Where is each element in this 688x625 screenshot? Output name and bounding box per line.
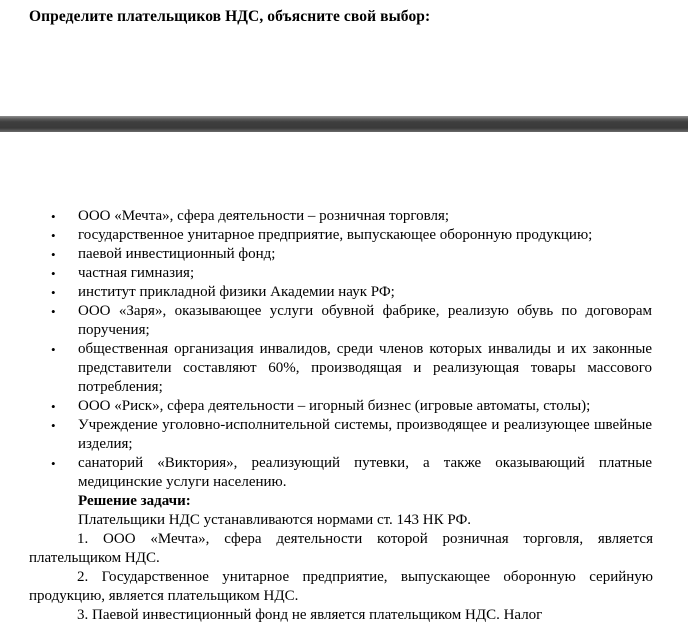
bullet-list [0, 207, 688, 492]
page-heading: Определите плательщиков НДС, объясните свой выбор: [29, 8, 431, 25]
bullet-icon: • [51, 228, 56, 243]
bullet-icon: • [51, 456, 56, 471]
list-item-text: санаторий «Виктория», реализующий путевки, а также оказывающий платные медицинские услуги населению. [78, 455, 652, 490]
bullet-icon: • [51, 418, 56, 433]
document-body [0, 207, 688, 625]
list-item-text: общественная организация инвалидов, среди членов которых инвалиды и их законные представители составляют 60%, производящая и реализующая товары массового потребления; [78, 341, 652, 395]
bullet-icon: • [51, 304, 56, 319]
page-break-divider [0, 116, 688, 132]
solution-paragraph: 2. Государственное унитарное предприятие, выпускающее оборонную серийную продукцию, является плательщиком НДС. [29, 569, 653, 604]
bullet-icon: • [51, 209, 56, 224]
list-item [0, 397, 652, 416]
list-item [0, 454, 652, 492]
solution-intro: Плательщики НДС устанавливаются нормами ст. 143 НК РФ. [78, 512, 472, 528]
bullet-icon: • [51, 247, 56, 262]
list-item-text: Учреждение уголовно-исполнительной системы, производящее и реализующее швейные изделия; [78, 417, 652, 452]
list-item [0, 207, 652, 226]
list-item-text: ООО «Риск», сфера деятельности – игорный бизнес (игровые автоматы, столы); [78, 398, 591, 414]
list-item [0, 283, 652, 302]
list-item [0, 340, 652, 397]
solution-paragraph: 3. Паевой инвестиционный фонд не является плательщиком НДС. Налог [77, 607, 543, 623]
list-item-text: паевой инвестиционный фонд; [78, 246, 276, 262]
list-item [0, 302, 652, 340]
list-item [0, 226, 652, 245]
list-item-text: ООО «Мечта», сфера деятельности – розничная торговля; [78, 208, 450, 224]
bullet-icon: • [51, 342, 56, 357]
bullet-icon: • [51, 399, 56, 414]
list-item [0, 245, 652, 264]
bullet-icon: • [51, 266, 56, 281]
list-item [0, 264, 652, 283]
list-item-text: частная гимназия; [78, 265, 195, 281]
solution-paragraph: 1. ООО «Мечта», сфера деятельности которой розничная торговля, является плательщиком НДС. [29, 531, 653, 566]
list-item-text: институт прикладной физики Академии наук РФ; [78, 284, 395, 300]
bullet-icon: • [51, 285, 56, 300]
list-item-text: государственное унитарное предприятие, выпускающее оборонную продукцию; [78, 227, 593, 243]
list-item-text: ООО «Заря», оказывающее услуги обувной фабрике, реализую обувь по договорам поручения; [78, 303, 652, 338]
solution-title: Решение задачи: [78, 493, 191, 509]
list-item [0, 416, 652, 454]
